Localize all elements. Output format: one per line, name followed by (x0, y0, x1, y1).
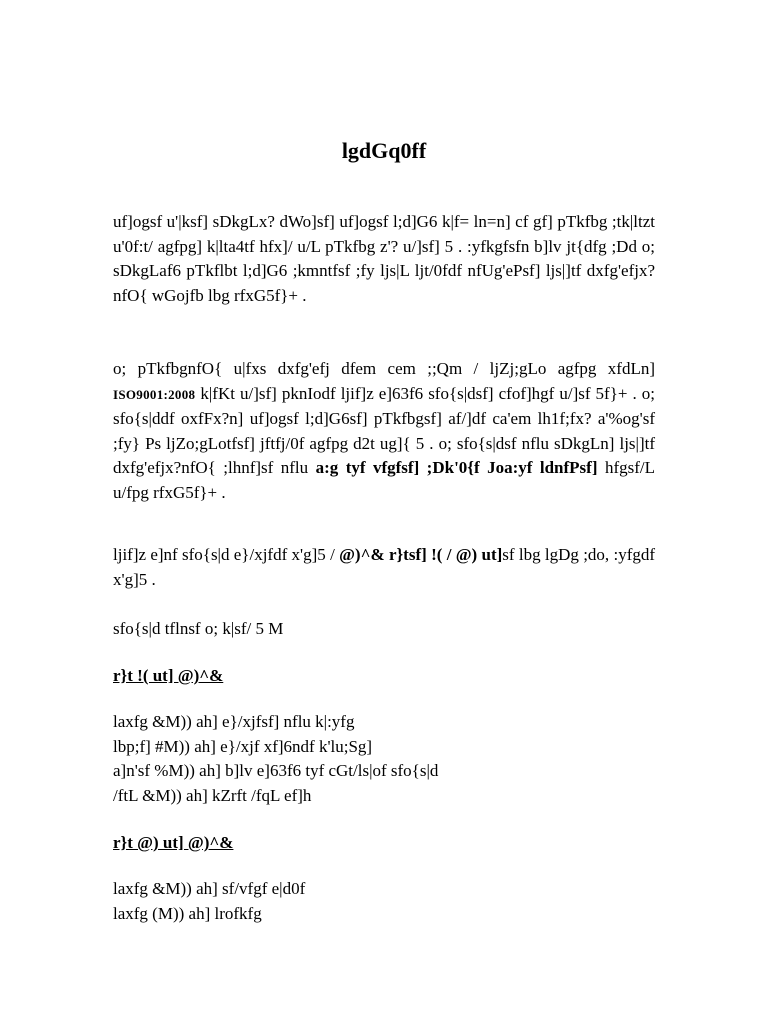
program-text-a: o; pTkfbgnfO{ u|fxs dxfg'efj dfem cem ;;Qm / ljZj;gLo agfpg xfdLn] (113, 359, 655, 378)
day1-schedule (113, 710, 673, 808)
program-text-b: k|fKt u/]sf] pknIodf ljif]z e]63f6 sfo{s|dsf] cfof]hgf u/]sf 5f}+ . o; sfo{s|ddf oxfFx?n] uf]ogsf l;d]G6sf] pTkfbgsf] af/]df ca'em lh1f;fx? a'%og'sf ;fy} Ps ljZo;gLotfsf] jftfj/0f agfpg d2t ug]{ 5 . o; sfo{s|dsf nflu sDkgLn] ljs|]tf dxfg'efjx?nfO{ ;lhnf]sf nflu (113, 383, 655, 477)
iso-certification: ISO9001:2008 (113, 386, 196, 402)
day1-heading: r}t !( ut] @)^& (113, 666, 224, 685)
schedule-item: lbp;f] #M)) ah] e}/xjf xf]6ndf k'lu;Sg] (113, 736, 373, 756)
program-bold-text: a:g tyf vfgfsf] ;Dk'0{f Joa:yf ldnfPsf] (315, 458, 598, 477)
schedule-item: a]n'sf %M)) ah] b]lv e]63f6 tyf cGt/ls|of sfo{s|d (113, 761, 439, 780)
day2-heading: r}t @) ut] @)^& (113, 833, 234, 852)
schedule-item: laxfg (M)) ah] lrofkfg (113, 903, 262, 923)
schedule-intro: sfo{s|d tflnsf o; k|sf/ 5 M (113, 619, 284, 638)
schedule-item: /ftL &M)) ah] kZrft /fqL ef]h (113, 785, 312, 805)
schedule-item: laxfg &M)) ah] e}/xjfsf] nflu k|:yfg (113, 712, 355, 731)
schedule-item: laxfg &M)) ah] sf/vfgf e|d0f (113, 879, 306, 898)
program-text-c: hfgsf/L u/fpg rfxG5f}+ . (113, 458, 655, 502)
page-title: lgdGq0ff (341, 138, 427, 163)
venue-paragraph (113, 543, 655, 592)
venue-year: @)^& (339, 545, 385, 564)
venue-dates: !( / @) ut] (431, 545, 503, 564)
intro-paragraph: uf]ogsf u'|ksf] sDkgLx? dWo]sf] uf]ogsf l;d]G6 k|f= ln=n] cf gf] pTkfbg ;tk|ltzt u'0f:t/ agfpg] k|lta4tf hfx]/ u/L pTkfbg z'? u/]sf] 5 . :yfkgfsfn b]lv jt{dfg ;Dd o; sDkgLaf6 pTkflbt l;d]G6 ;kmntfsf ;fy ljs|L ljt/0fdf nfUg'ePsf] ljs|]tf dxfg'efjx?nfO{ wGojfb lbg rfxG5f}+ . (113, 212, 655, 305)
program-paragraph (113, 357, 655, 505)
venue-text-a: ljif]z e]nf sfo{s|d e}/xjfdf x'g]5 / (113, 545, 335, 564)
venue-month: r}tsf] (388, 545, 427, 564)
day2-schedule (113, 877, 673, 926)
venue-text-c: sf lbg lgDg ;do, :yfgdf x'g]5 . (113, 545, 656, 589)
